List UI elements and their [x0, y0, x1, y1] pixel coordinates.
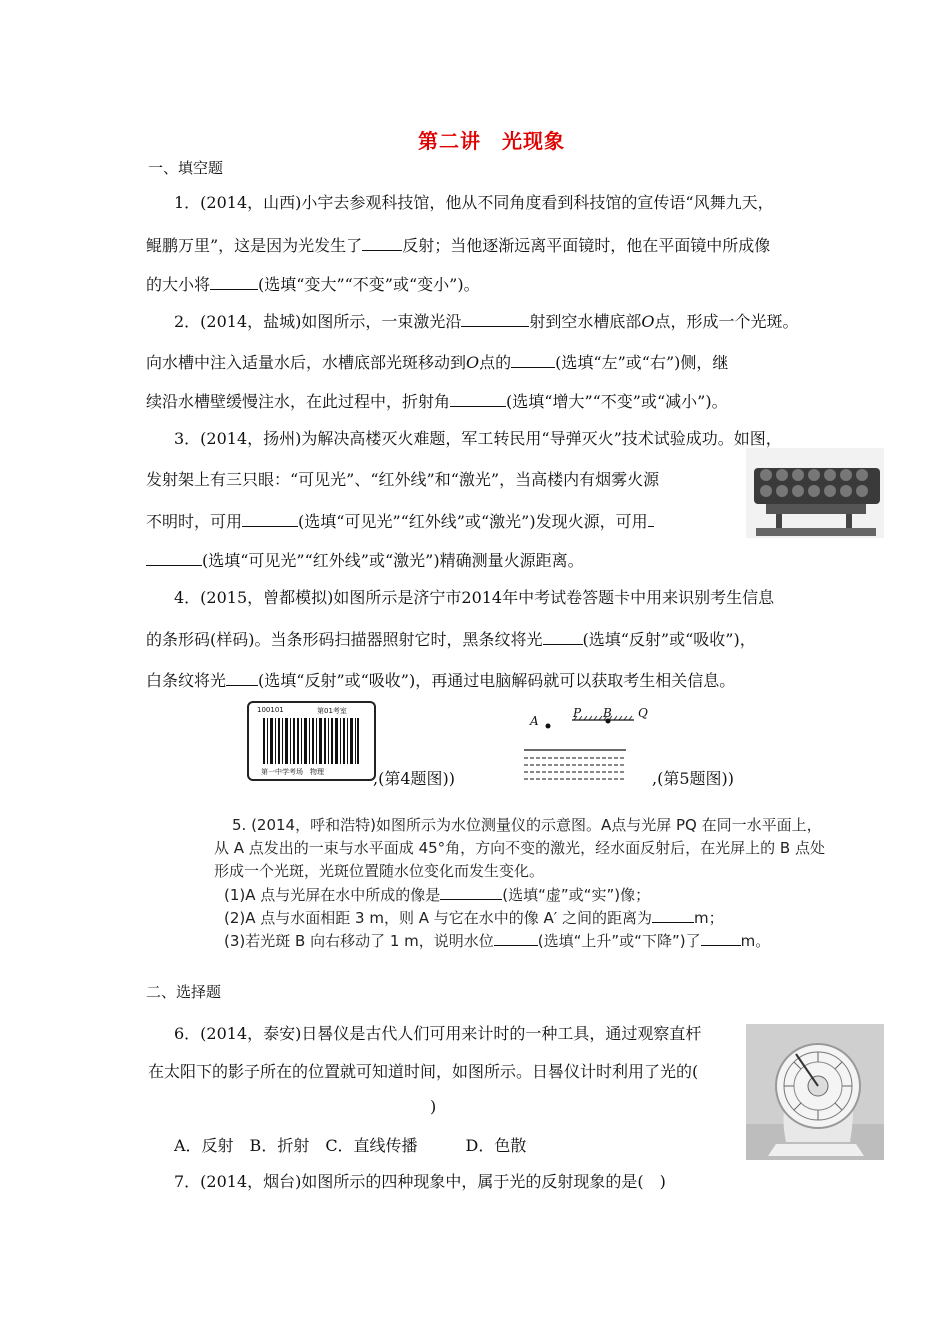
q2-blank-3 [450, 392, 506, 407]
q1-blank-1 [362, 236, 402, 251]
q3-blank-2 [146, 551, 202, 566]
q3-line-2: 发射架上有三只眼：“可见光”、“红外线”和“激光”，当高楼内有烟雾火源 [146, 470, 660, 489]
q5-line-6: (3)若光斑 B 向右移动了 1 m，说明水位 (选填“上升”或“下降”)了 m。 [224, 932, 771, 950]
q1-blank-2 [210, 275, 258, 290]
barcode-figure [247, 701, 376, 781]
fig4-caption: ,(第4题图)) [373, 769, 455, 788]
missile-launcher-photo [746, 448, 884, 538]
q4-line-3: 白条纹将光 (选填“反射”或“吸收”)，再通过电脑解码就可以获取考生相关信息。 [146, 671, 736, 690]
page-title: 第二讲 光现象 [418, 129, 565, 153]
q2-blank-1 [461, 312, 529, 327]
barcode-footer: 第一中学考场 物理 [261, 768, 324, 776]
q1-line-1: 1．(2014，山西)小宇去参观科技馆，他从不同角度看到科技馆的宣传语“风舞九天， [174, 193, 774, 212]
q1-line-2: 鲲鹏万里”，这是因为光发生了 反射；当他逐渐远离平面镜时，他在平面镜中所成像 [146, 236, 771, 255]
label-Q: Q [638, 706, 648, 720]
q5-line-1: 5. (2014，呼和浩特)如图所示为水位测量仪的示意图。A点与光屏 PQ 在同一水平面上， [232, 816, 822, 834]
q5-line-3: 形成一个光斑，光斑位置随水位变化而发生变化。 [214, 862, 545, 880]
q3-blank-2a [648, 512, 654, 527]
barcode-room: 第01考室 [317, 707, 347, 715]
barcode-bars [263, 718, 359, 764]
q4-line-1: 4．(2015，曾都模拟)如图所示是济宁市2014年中考试卷答题卡中用来识别考生信息 [174, 588, 775, 607]
section-heading-fill-blank: 一、填空题 [148, 159, 224, 177]
q3-blank-1 [242, 512, 298, 527]
q3-line-4: (选填“可见光”“红外线”或“激光”)精确测量火源距离。 [146, 548, 584, 571]
q5-line-4: (1)A 点与光屏在水中所成的像是 (选填“虚”或“实”)像； [224, 886, 651, 904]
q5-blank-3 [494, 931, 538, 946]
barcode-number: 100101 [257, 706, 284, 714]
fig5-caption: ,(第5题图)) [652, 769, 734, 788]
q5-scanned-block [214, 812, 828, 950]
sundial-photo [746, 1024, 884, 1160]
q5-blank-1 [440, 885, 502, 900]
q1-line-3: 的大小将 (选填“变大”“不变”或“变小”)。 [146, 275, 480, 294]
q3-line-3: 不明时，可用 (选填“可见光”“红外线”或“激光”)发现火源，可用 [146, 509, 654, 532]
q6-line-2: 在太阳下的影子所在的位置就可知道时间，如图所示。日晷仪计时利用了光的( [148, 1062, 699, 1081]
q6-options: A．反射 B．折射 C．直线传播 D．色散 [174, 1136, 527, 1155]
q6-line-3: ) [430, 1097, 437, 1116]
section-heading-choice: 二、选择题 [146, 983, 222, 1001]
q5-blank-4 [701, 931, 741, 946]
q5-line-5: (2)A 点与水面相距 3 m，则 A 与它在水中的像 A′ 之间的距离为 m； [224, 909, 724, 927]
q2-blank-2 [511, 353, 555, 368]
label-A: A [530, 714, 539, 728]
q4-blank-2 [226, 671, 258, 686]
q5-line-2: 从 A 点发出的一束与水平面成 45°角，方向不变的激光，经水面反射后，在光屏上的 B 点处 [214, 839, 825, 857]
label-B: B [603, 706, 612, 720]
q4-line-2: 的条形码(样码)。当条形码扫描器照射它时，黑条纹将光 (选填“反射”或“吸收”)， [146, 630, 756, 649]
q4-blank-1 [543, 630, 583, 645]
q5-blank-2 [652, 908, 694, 923]
water-level-diagram [524, 706, 654, 786]
q7-line-1: 7．(2014，烟台)如图所示的四种现象中，属于光的反射现象的是( ) [174, 1172, 666, 1191]
q6-line-1: 6．(2014，泰安)日晷仪是古代人们可用来计时的一种工具，通过观察直杆 [174, 1024, 702, 1043]
q2-line-2: 向水槽中注入适量水后，水槽底部光斑移动到O点的 (选填“左”或“右”)侧，继 [146, 353, 729, 372]
q3-line-1: 3．(2014，扬州)为解决高楼灭火难题，军工转民用“导弹灭火”技术试验成功。如图， [174, 429, 782, 448]
q2-line-1: 2．(2014，盐城)如图所示，一束激光沿 射到空水槽底部O点，形成一个光斑。 [174, 312, 799, 331]
q2-line-3: 续沿水槽壁缓慢注水，在此过程中，折射角 (选填“增大”“不变”或“减小”)。 [146, 392, 728, 411]
label-P: P [573, 706, 582, 720]
